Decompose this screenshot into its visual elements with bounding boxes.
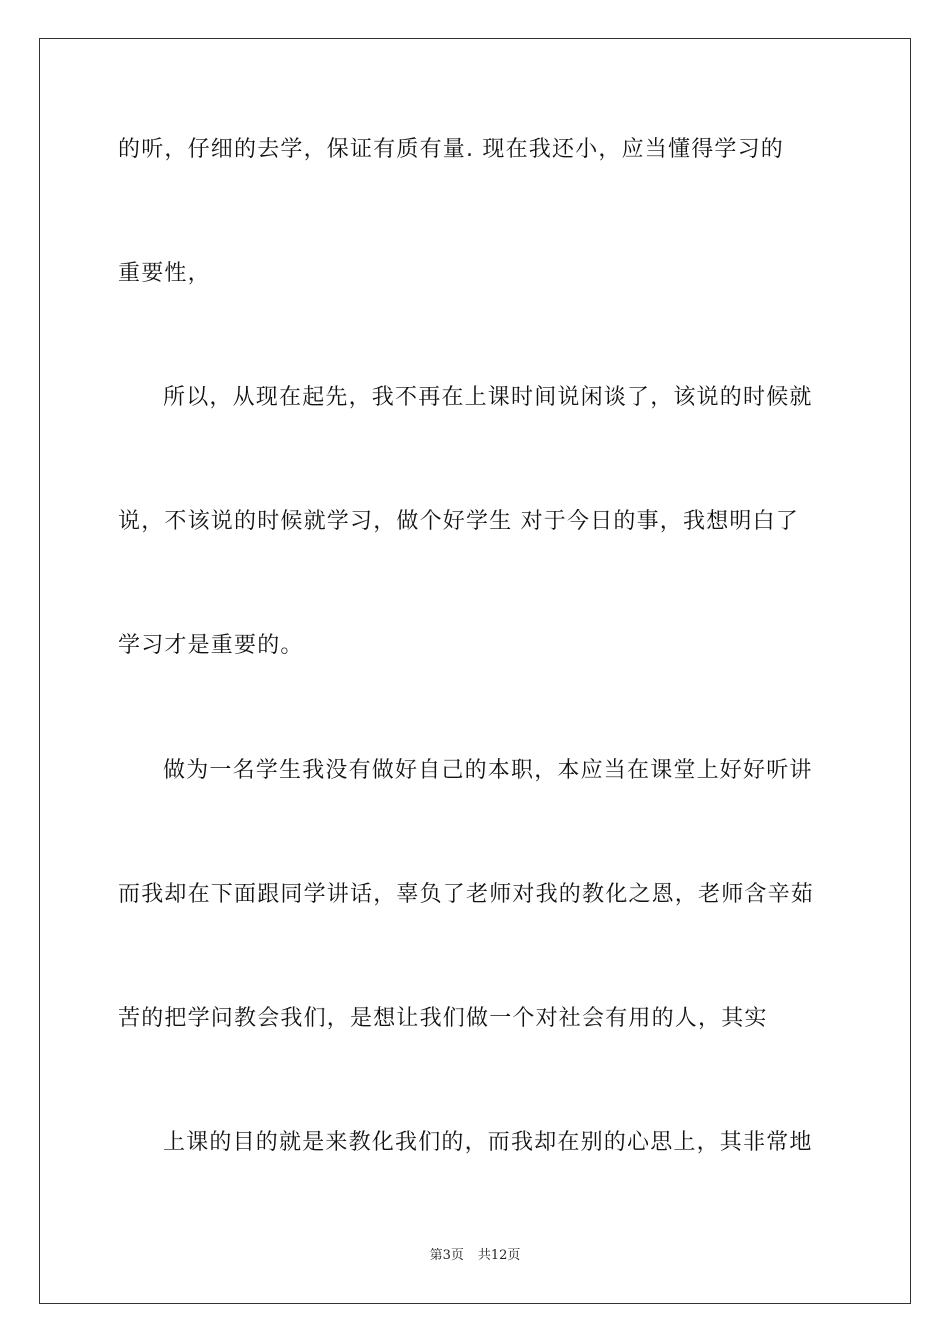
text-line-2: 重要性， [118,261,211,286]
text-line-6: 做为一名学生我没有做好自己的本职，本应当在课堂上好好听讲 [163,758,813,783]
page-total: 共12页 [477,1248,521,1263]
text-line-5: 学习才是重要的。 [118,633,304,658]
page-number: 第3页 [429,1248,464,1263]
page-footer [0,1247,950,1265]
text-line-4: 说，不该说的时候就学习，做个好学生 对于今日的事，我想明白了 [118,509,799,534]
text-line-3: 所以，从现在起先，我不再在上课时间说闲谈了，该说的时候就 [163,385,813,410]
page-frame [39,38,911,1304]
text-line-7: 而我却在下面跟同学讲话，辜负了老师对我的教化之恩，老师含辛茹 [118,882,815,907]
text-line-9: 上课的目的就是来教化我们的，而我却在别的心思上，其非常地 [163,1130,813,1155]
text-line-8: 苦的把学问教会我们，是想让我们做一个对社会有用的人，其实 [118,1006,768,1031]
text-line-1: 的听，仔细的去学，保证有质有量. 现在我还小，应当懂得学习的 [118,137,784,162]
